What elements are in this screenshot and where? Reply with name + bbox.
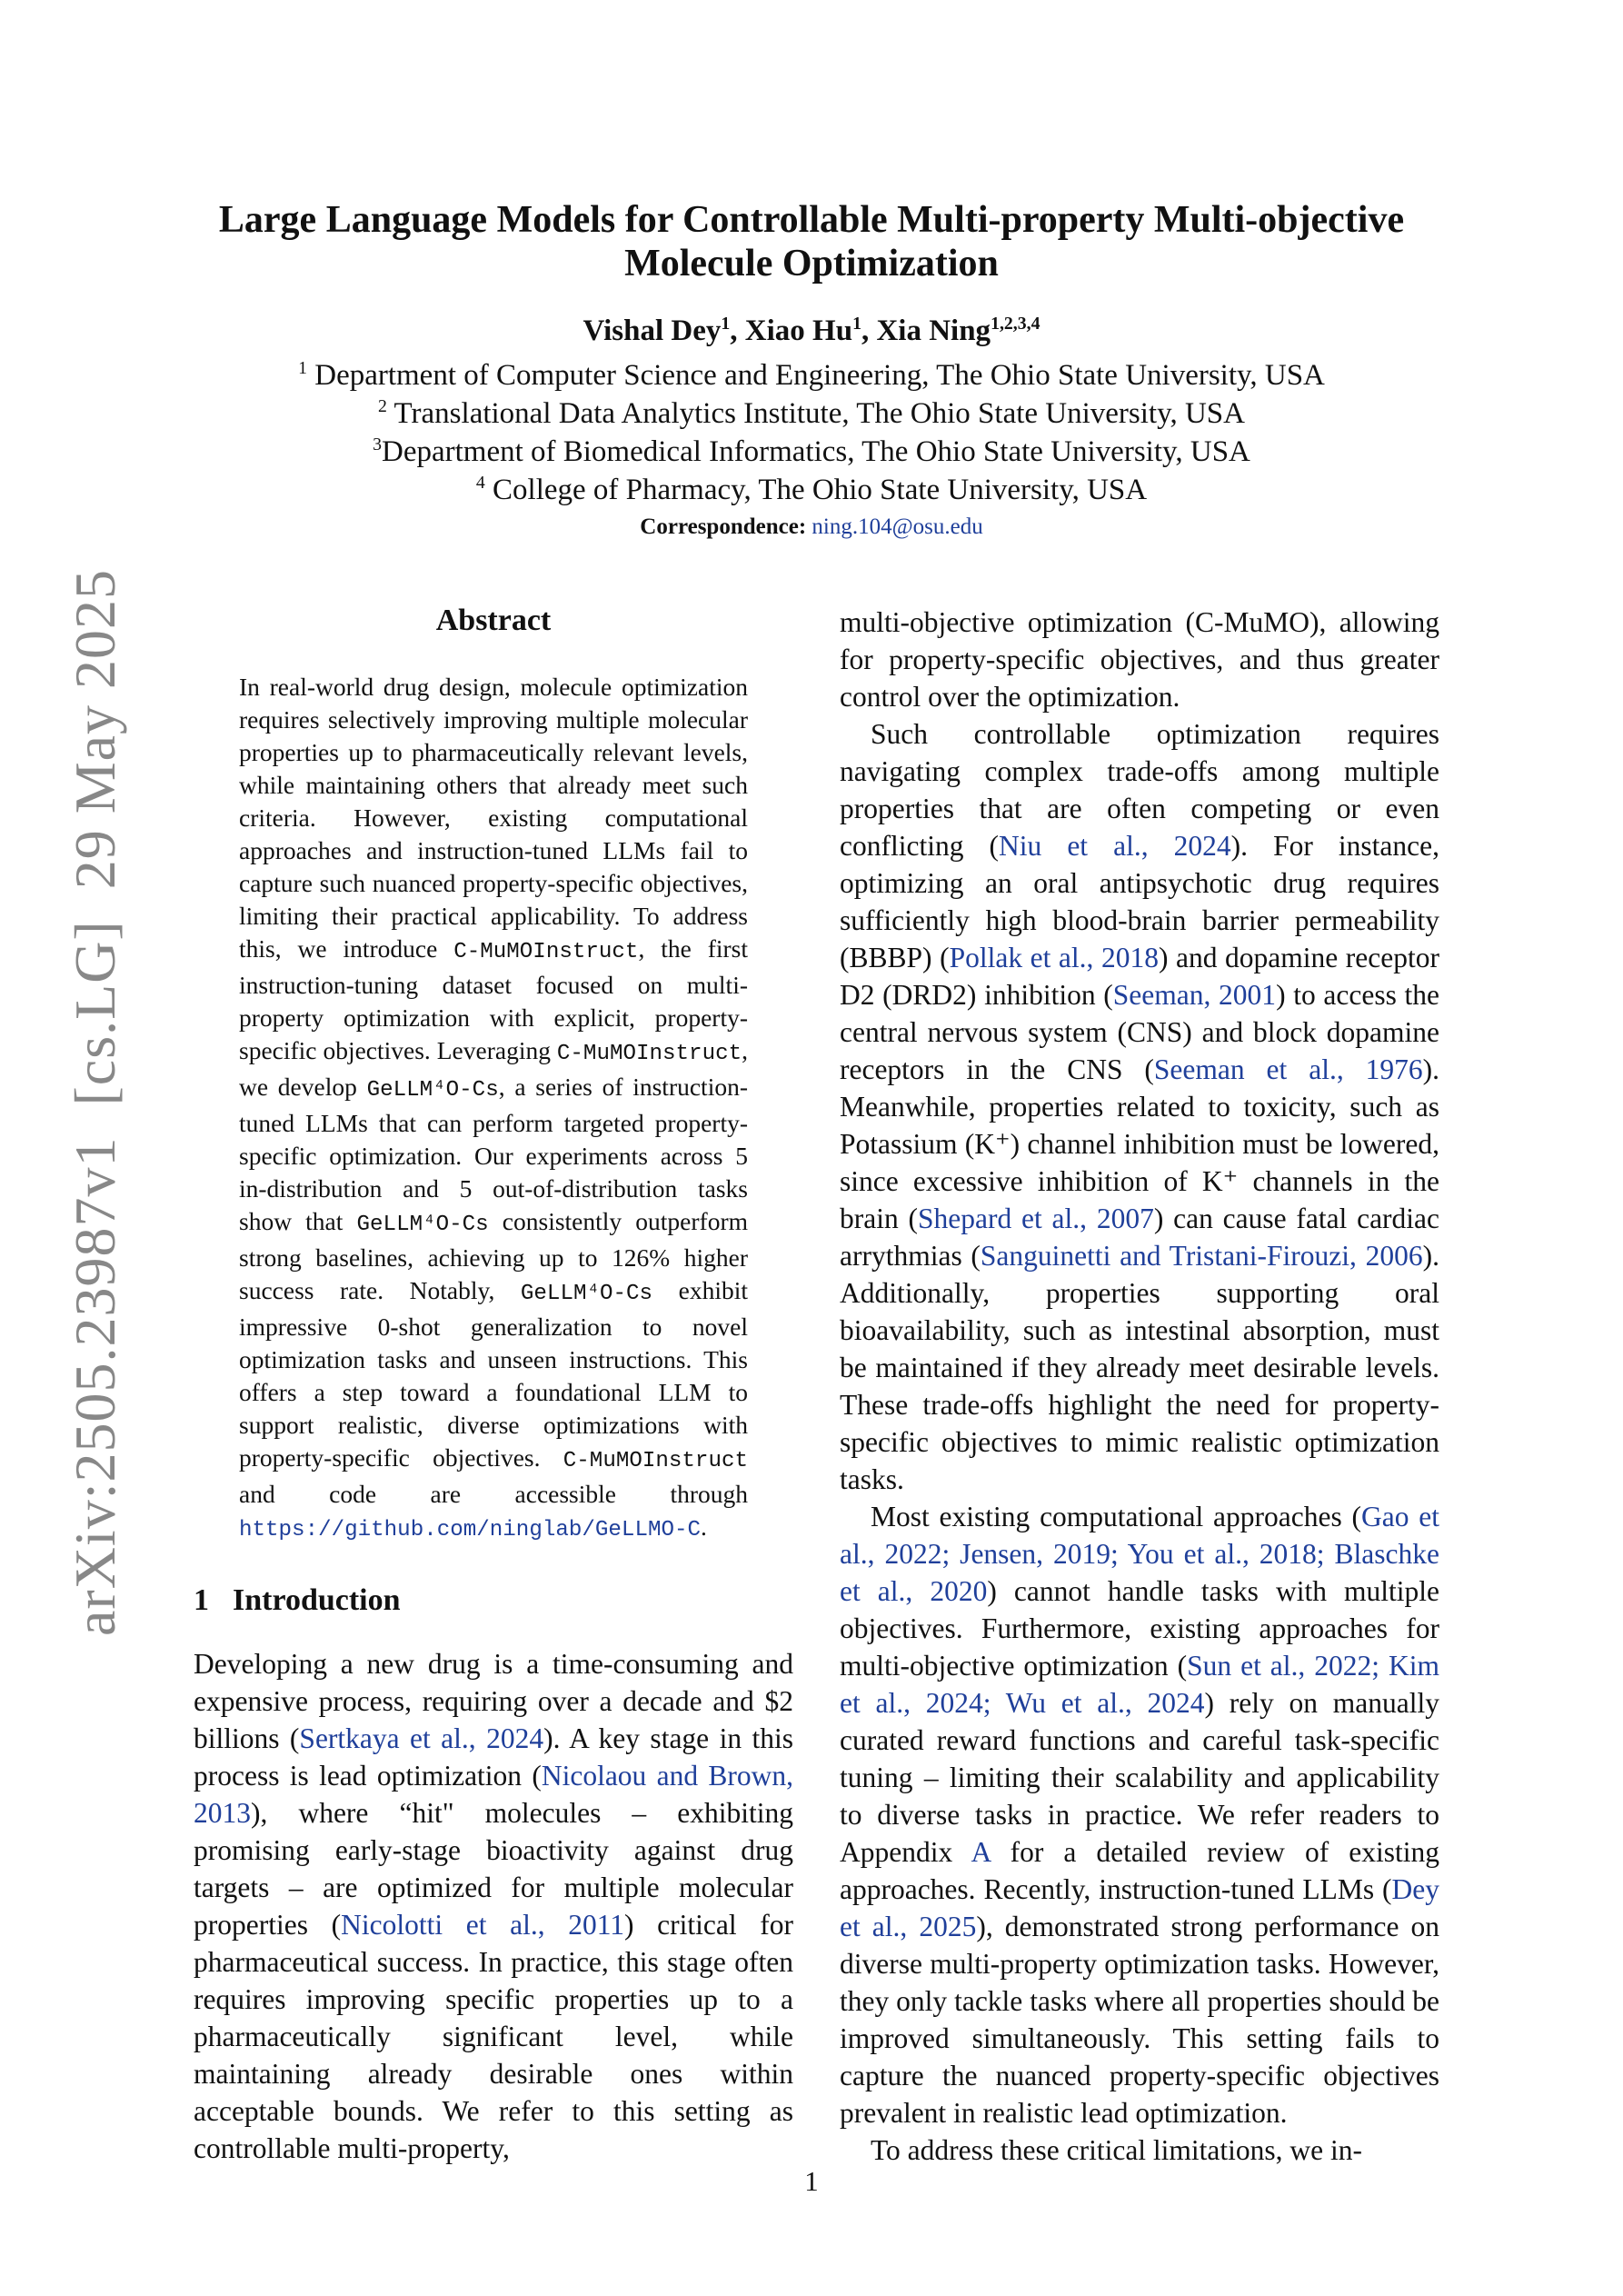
page-number: 1 xyxy=(804,2165,819,2197)
affiliation-sup: 3 xyxy=(373,434,382,454)
paragraph-text: ). A key stage in this process is lead optimization ( xyxy=(194,1722,793,1792)
arxiv-sidebar-stamp xyxy=(55,568,136,1636)
affiliation-text: Department of Biomedical Informatics, The Ohio State University, USA xyxy=(382,435,1250,468)
author-sup: 1 xyxy=(852,314,861,334)
citation-link[interactable]: Seeman, 2001 xyxy=(1112,979,1277,1011)
paragraph-text: Most existing computational approaches ( xyxy=(871,1501,1361,1532)
dataset-name: C-MuMOInstruct xyxy=(556,1042,742,1066)
intro-paragraph-3 xyxy=(840,1498,1439,2131)
paragraph-text: for a detailed review of existing approaches. Recently, instruction-tuned LLMs ( xyxy=(840,1836,1439,1905)
intro-paragraph-4 xyxy=(840,2131,1439,2169)
model-name: GeLLM⁴O-Cs xyxy=(366,1078,499,1103)
model-name: GeLLM⁴O-Cs xyxy=(520,1282,653,1306)
citation-link[interactable]: Pollak et al., 2018 xyxy=(949,942,1159,973)
intro-paragraph-2 xyxy=(840,715,1439,1498)
citation-link[interactable]: Sertkaya et al., 2024 xyxy=(299,1722,544,1754)
paragraph-text: ) critical for pharmaceutical success. In practice, this stage often requires improving specific properties up to a pharmaceutically significant level, while maintaining already desirable ones within acceptable bounds. We refer to this setting as controllable multi-property, xyxy=(194,1909,793,2164)
affiliation-sup: 2 xyxy=(378,396,387,416)
citation-link[interactable]: Gao et al., 2022; Jensen, 2019; You et al., 2018; Blaschke et al., 2020 xyxy=(840,1501,1439,1607)
citation-link[interactable]: Niu et al., 2024 xyxy=(999,830,1231,862)
author-sup: 1 xyxy=(721,314,731,334)
title-line-1: Large Language Models for Controllable Multi-property Multi-objective xyxy=(218,199,1405,241)
paragraph-text: Developing a new drug is a time-consuming and expensive process, requiring over a decade and $2 billions ( xyxy=(194,1648,793,1754)
affiliation-sup: 1 xyxy=(298,358,307,378)
abstract-text: . xyxy=(701,1512,707,1541)
affiliation xyxy=(164,394,1459,433)
affiliation xyxy=(164,471,1459,509)
author-list: Vishal Dey$^1$, Xiao Hu$^1$, Xia Ning$^{1,2,3,4}$ xyxy=(582,314,1041,347)
correspondence xyxy=(164,514,1459,540)
correspondence-email-link[interactable]: ning.104@osu.edu xyxy=(812,514,983,539)
paragraph-text: multi-objective optimization (C-MuMO), allowing for property-specific objectives, and thus greater control over the optimization. xyxy=(840,606,1439,713)
abstract-paragraph xyxy=(239,671,748,1547)
affiliation-text: Department of Computer Science and Engineering, The Ohio State University, USA xyxy=(314,359,1325,392)
author-name: Vishal Dey xyxy=(582,314,722,347)
code-repo-link[interactable]: https://github.com/ninglab/GeLLMO-C xyxy=(239,1518,702,1542)
paragraph-text: ) rely on manually curated reward functions and careful task-specific tuning – limiting their scalability and applicability to diverse tasks in practice. We refer readers to Appendix xyxy=(840,1687,1439,1868)
arxiv-category: [cs.LG] xyxy=(63,920,127,1106)
affiliation xyxy=(164,433,1459,471)
paragraph-text: Such controllable optimization requires navigating complex trade-offs among multiple properties that are often competing or even conflicting ( xyxy=(840,718,1439,862)
dataset-name: C-MuMOInstruct xyxy=(563,1449,748,1473)
paper-title xyxy=(164,198,1459,285)
abstract-heading: Abstract xyxy=(435,604,552,637)
correspondence-label: Correspondence: xyxy=(640,514,807,539)
intro-paragraph-1-continued xyxy=(840,604,1439,715)
abstract-text: , a series of instruction-tuned LLMs that can perform targeted property-specific optimization. Our experiments across 5 in-distribution and 5 out-of-distribution tasks show that xyxy=(239,1073,748,1235)
author-sup: 1,2,3,4 xyxy=(991,314,1041,334)
section-number: 1 xyxy=(194,1583,209,1617)
citation-link[interactable]: Shepard et al., 2007 xyxy=(918,1203,1154,1234)
paragraph-text: ) cannot handle tasks with multiple objectives. Furthermore, existing approaches for multi-objective optimization ( xyxy=(840,1575,1439,1682)
paragraph-text: ) to access the central nervous system (CNS) and block dopamine receptors in the CNS ( xyxy=(840,979,1440,1085)
paragraph-text: To address these critical limitations, we in- xyxy=(871,2134,1363,2166)
intro-paragraph-1 xyxy=(194,1645,793,2167)
affiliation-text: College of Pharmacy, The Ohio State University, USA xyxy=(493,474,1148,506)
author-name: Xia Ning xyxy=(876,314,991,347)
abstract-text: In real-world drug design, molecule optimization requires selectively improving multiple molecular properties up to pharmaceutically relevant levels, while maintaining others that already meet such criteria. However, existing computational approaches and instruction-tuned LLMs fail to capture such nuanced property-specific objectives, limiting their practical applicability. To address this, we introduce xyxy=(239,673,748,963)
paragraph-text: ). Additionally, properties supporting oral bioavailability, such as intestinal absorption, must be maintained if they already meet desirable levels. These trade-offs highlight the need for property-specific objectives to mimic realistic optimization tasks. xyxy=(840,1240,1439,1495)
section-title: Introduction xyxy=(233,1583,401,1617)
abstract-text: consistently outperform strong baselines, achieving up to 126% higher success rate. Notably, xyxy=(239,1207,748,1304)
paragraph-text: ), where “hit" molecules – exhibiting promising early-stage bioactivity against drug targets – are optimized for multiple molecular properties ( xyxy=(194,1797,793,1941)
title-line-2: Molecule Optimization xyxy=(624,243,999,285)
abstract-text: , the first instruction-tuning dataset focused on multi-property optimization with explicit, property-specific objectives. Leveraging xyxy=(239,934,748,1064)
paragraph-text: ), demonstrated strong performance on diverse multi-property optimization tasks. However, they only tackle tasks where all properties should be improved simultaneously. This setting fails to capture the nuanced property-specific objectives prevalent in realistic lead optimization. xyxy=(840,1911,1439,2129)
abstract-text: and code are accessible through xyxy=(239,1480,748,1508)
paragraph-text: ) and dopamine receptor D2 (DRD2) inhibition ( xyxy=(840,942,1439,1011)
section-heading-introduction xyxy=(194,1583,401,1618)
model-name: GeLLM⁴O-Cs xyxy=(356,1213,489,1237)
left-column xyxy=(194,1645,793,2167)
citation-link[interactable]: Nicolaou and Brown, 2013 xyxy=(194,1760,794,1829)
citation-link[interactable]: Sanguinetti and Tristani-Firouzi, 2006 xyxy=(980,1240,1423,1272)
affiliation-sup: 4 xyxy=(475,473,485,493)
affiliation xyxy=(164,356,1459,394)
paragraph-text: ) can cause fatal cardiac arrythmias ( xyxy=(840,1203,1440,1272)
abstract-text: exhibit impressive 0-shot generalization to novel optimization tasks and unseen instructions. This offers a step toward a foundational LLM to support realistic, diverse optimizations with property-specific objectives. xyxy=(239,1276,748,1472)
arxiv-id: arXiv:2505.23987v1 xyxy=(63,1136,127,1636)
paragraph-text: ). For instance, optimizing an oral antipsychotic drug requires sufficiently high blood-brain barrier permeability (BBBP) ( xyxy=(840,830,1439,973)
affiliation-text: Translational Data Analytics Institute, The Ohio State University, USA xyxy=(393,397,1245,430)
citation-link[interactable]: Dey et al., 2025 xyxy=(840,1873,1439,1942)
author-name: Xiao Hu xyxy=(744,314,853,347)
citation-link[interactable]: Sun et al., 2022; Kim et al., 2024; Wu et al., 2024 xyxy=(840,1650,1439,1719)
dataset-name: C-MuMOInstruct xyxy=(453,940,639,964)
citation-link[interactable]: A xyxy=(971,1836,991,1868)
right-column xyxy=(840,604,1439,2169)
abstract-text: , we develop xyxy=(239,1036,748,1101)
arxiv-date: 29 May 2025 xyxy=(63,568,127,890)
paragraph-text: ). Meanwhile, properties related to toxicity, such as Potassium (K⁺) channel inhibition must be lowered, since excessive inhibition of K⁺ channels in the brain ( xyxy=(840,1053,1439,1234)
abstract-body xyxy=(239,671,748,1547)
citation-link[interactable]: Seeman et al., 1976 xyxy=(1153,1053,1423,1085)
citation-link[interactable]: Nicolotti et al., 2011 xyxy=(341,1909,625,1941)
